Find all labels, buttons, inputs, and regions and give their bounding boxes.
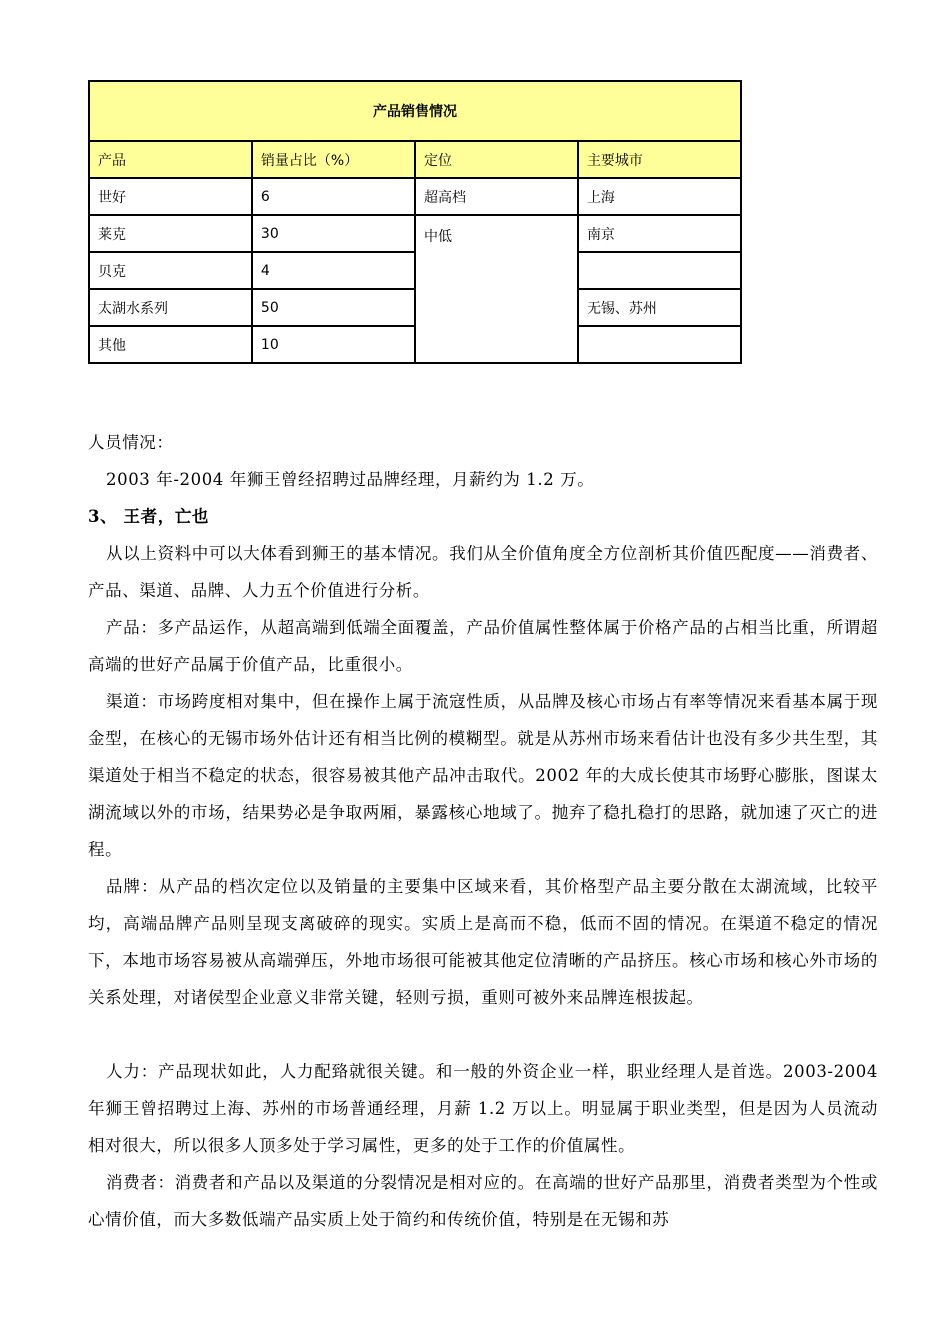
header-city: 主要城市 <box>578 141 741 178</box>
cell-position: 超高档 <box>415 178 578 215</box>
intro-paragraph: 从以上资料中可以大体看到狮王的基本情况。我们从全价值角度全方位剖析其价值匹配度——消费者、产品、渠道、品牌、人力五个价值进行分析。 <box>88 544 878 600</box>
cell-product: 贝克 <box>89 252 252 289</box>
header-position: 定位 <box>415 141 578 178</box>
cell-product: 莱克 <box>89 215 252 252</box>
consumer-paragraph: 消费者：消费者和产品以及渠道的分裂情况是相对应的。在高端的世好产品那里，消费者类型为个性或心情价值，而大多数低端产品实质上处于简约和传统价值，特别是在无锡和苏 <box>88 1173 878 1229</box>
table-row <box>89 326 741 363</box>
header-share: 销量占比（%） <box>252 141 415 178</box>
cell-product: 其他 <box>89 326 252 363</box>
header-product: 产品 <box>89 141 252 178</box>
product-paragraph: 产品：多产品运作，从超高端到低端全面覆盖，产品价值属性整体属于价格产品的占相当比重，所谓超高端的世好产品属于价值产品，比重很小。 <box>88 618 878 674</box>
brand-paragraph: 品牌：从产品的档次定位以及销量的主要集中区域来看，其价格型产品主要分散在太湖流域，比较平均，高端品牌产品则呈现支离破碎的现实。实质上是高而不稳，低而不固的情况。在渠道不稳定的情况下，本地市场容易被从高端弹压，外地市场很可能被其他定位清晰的产品挤压。核心市场和核心外市场的关系处理，对诸侯型企业意义非常关键，轻则亏损，重则可被外来品牌连根拔起。 <box>88 877 878 1007</box>
cell-product: 世好 <box>89 178 252 215</box>
cell-share: 6 <box>252 178 415 215</box>
section-heading: 3、 王者，亡也 <box>88 507 210 526</box>
channel-paragraph: 渠道：市场跨度相对集中，但在操作上属于流寇性质，从品牌及核心市场占有率等情况来看基本属于现金型，在核心的无锡市场外估计还有相当比例的模糊型。就是从苏州市场来看估计也没有多少共生型，其渠道处于相当不稳定的状态，很容易被其他产品冲击取代。2002 年的大成长使其市场野心膨胀，图谋太湖流域以外的市场，结果势必是争取两厢，暴露核心地域了。抛弃了稳扎稳打的思路，就加速了灭亡的进程。 <box>88 692 878 859</box>
cell-share: 50 <box>252 289 415 326</box>
cell-city <box>578 326 741 363</box>
staff-heading: 人员情况： <box>88 433 174 452</box>
table-row <box>89 215 741 252</box>
table-row <box>89 252 741 289</box>
cell-share: 4 <box>252 252 415 289</box>
cell-share: 10 <box>252 326 415 363</box>
cell-position-merged: 中低 <box>415 215 578 363</box>
hr-paragraph: 人力：产品现状如此，人力配臵就很关键。和一般的外资企业一样，职业经理人是首选。2003-2004 年狮王曾招聘过上海、苏州的市场普通经理，月薪 1.2 万以上。明显属于职业类型，但是因为人员流动相对很大，所以很多人顶多处于学习属性，更多的处于工作的价值属性。 <box>88 1062 878 1155</box>
cell-share: 30 <box>252 215 415 252</box>
table-header-row <box>89 141 741 178</box>
cell-city <box>578 252 741 289</box>
cell-city: 南京 <box>578 215 741 252</box>
cell-city: 无锡、苏州 <box>578 289 741 326</box>
table-title: 产品销售情况 <box>89 81 741 141</box>
table-row <box>89 289 741 326</box>
table-row <box>89 178 741 215</box>
sales-table <box>88 80 742 364</box>
cell-city: 上海 <box>578 178 741 215</box>
cell-product: 太湖水系列 <box>89 289 252 326</box>
staff-body: 2003 年-2004 年狮王曾经招聘过品牌经理，月薪约为 1.2 万。 <box>106 470 595 489</box>
